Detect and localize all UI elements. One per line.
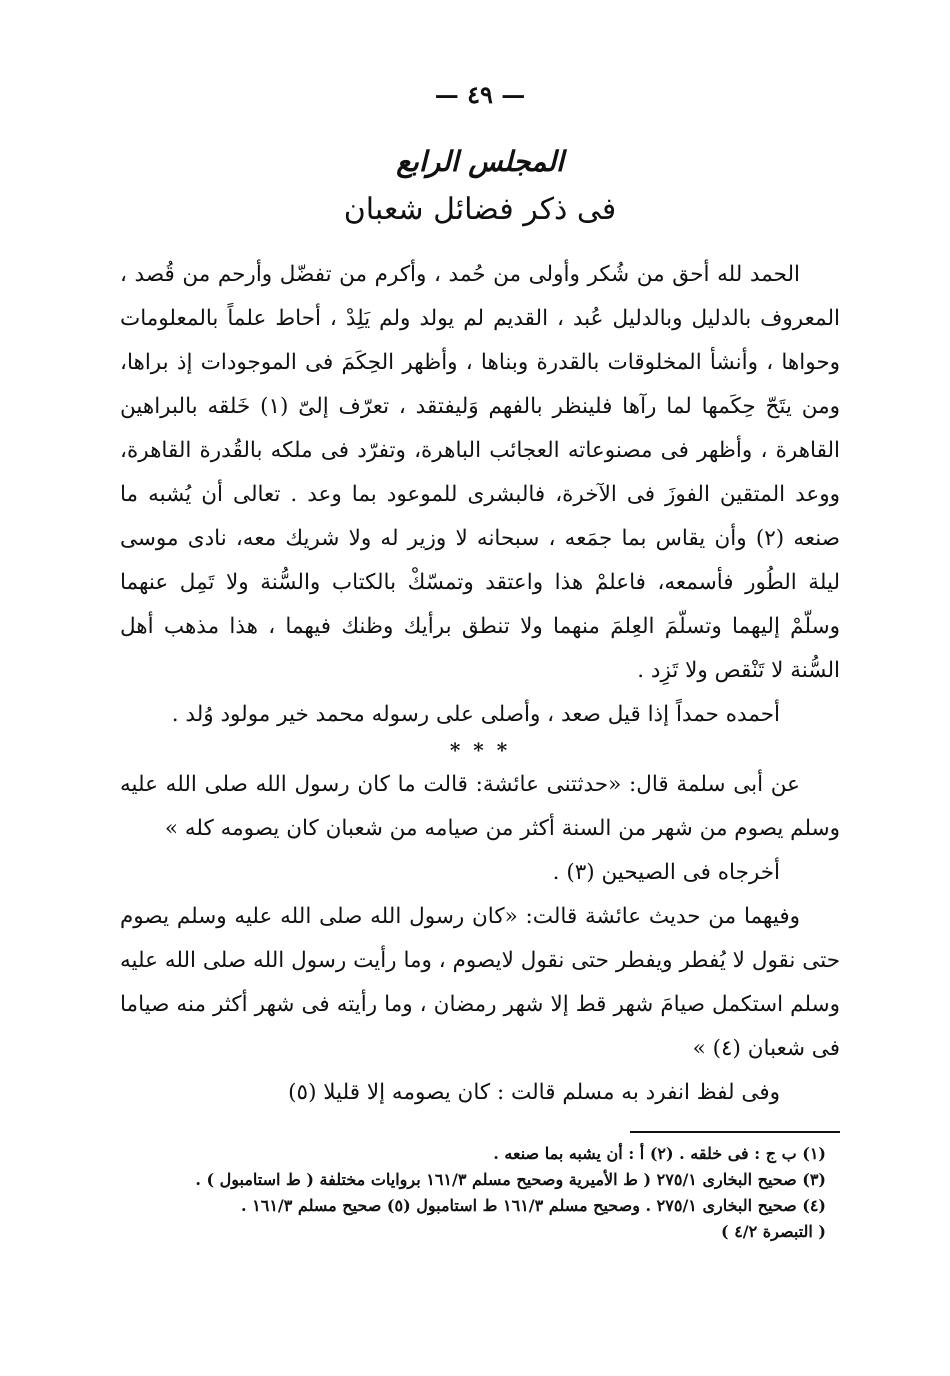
hadith-paragraph-1: عن أبى سلمة قال: «حدثتنى عائشة: قالت ما كان رسول الله صلى الله عليه وسلم يصوم من شهر من السنة أكثر من صيامه من شعبان كان يصومه كله » [120,772,840,841]
chapter-title: المجلس الرابع [396,145,564,178]
praise-paragraph: أحمده حمداً إذا قيل صعد ، وأصلى على رسوله محمد خير مولود وُلد . [171,702,780,727]
footnote-divider [630,1131,840,1133]
footnote-line: (٤) صحيح البخارى ٢٧٥/١ . وصحيح مسلم ١٦١/٣ ط استامبول (٥) صحيح مسلم ١٦١/٣ . [240,1196,826,1215]
section-separator: * * * [449,738,511,762]
footnotes [120,1141,840,1245]
footnote-line: ( التبصرة ٤/٢ ) [721,1222,826,1241]
hadith-source-1: أخرجاه فى الصيحين (٣) . [552,860,780,885]
footnote-line: (٣) صحيح البخارى ٢٧٥/١ ( ط الأميرية وصحيح مسلم ١٦١/٣ بروايات مختلفة ( ط استامبول ) . [195,1170,826,1189]
hadith-paragraph-2: وفيهما من حديث عائشة قالت: «كان رسول الله صلى الله عليه وسلم يصوم حتى نقول لا يُفطر ويفطر حتى نقول لايصوم ، وما رأيت رسول الله صلى الله عليه وسلم استكمل صيامَ شهر قط إلا شهر رمضان ، وما رأيته فى شهر أكثر منه صياما فى شعبان (٤) » [120,904,840,1061]
opening-paragraph: الحمد لله أحق من شُكر وأولى من حُمد ، وأكرم من تفضّل وأرحم من قُصد ، المعروف بالدليل وبالدليل عُبد ، القديم لم يولد ولم يَلِدْ ، أحاط علماً بالمعلومات وحواها ، وأنشأ المخلوقات بالقدرة وبناها ، وأظهر الحِكَمَ فى الموجودات إذ براها، ومن يتَحّ حِكَمها لما رآها فلينظر بالفهم وَليفتقد ، تعرّف إلىّ (١) خَلقه بالبراهين القاهرة ، وأظهر فى مصنوعاته العجائب الباهرة، وتفرّد فى ملكه بالقُدرة القاهرة، ووعد المتقين الفوزَ فى الآخرة، فالبشرى للموعود بما وعد . تعالى أن يُشبه ما صنعه (٢) وأن يقاس بما جمَعه ، سبحانه لا وزير له ولا شريك معه، نادى موسى ليلة الطُور فأسمعه، فاعلمْ هذا واعتقد وتمسّكْ بالكتاب والسُّنة ولا تَمِل عنهما وسلّمْ إليهما وتسلّمَ العِلمَ منهما ولا تنطق برأيك وظنك فيهما ، هذا مذهب أهل السُّنة لا تَنْقص ولا تَزِد . [120,262,840,683]
footnote-line: (١) ب ج : فى خلقه . (٢) أ : أن يشبه بما صنعه . [493,1144,826,1163]
book-page [120,80,840,1245]
chapter-subtitle: فى ذكر فضائل شعبان [343,192,617,227]
hadith-paragraph-3: وفى لفظ انفرد به مسلم قالت : كان يصومه إلا قليلا (٥) [288,1080,780,1105]
page-number: — ٤٩ — [434,80,526,109]
